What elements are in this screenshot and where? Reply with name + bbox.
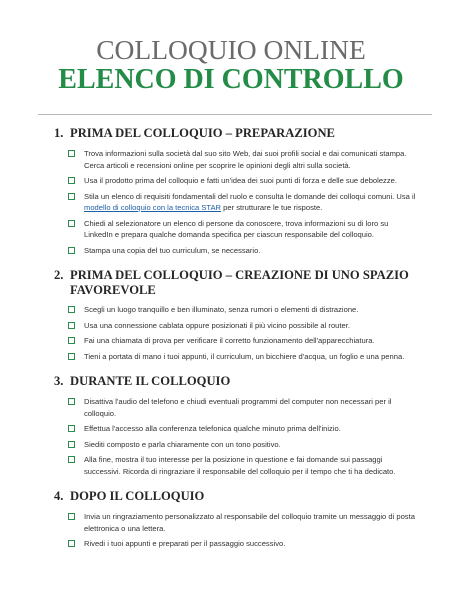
document-subtitle: ELENCO DI CONTROLLO bbox=[58, 64, 404, 95]
checklist-item bbox=[0, 320, 462, 332]
checklist-content bbox=[0, 126, 462, 550]
title-divider bbox=[38, 114, 432, 115]
item-text: Usa il prodotto prima del colloquio e fatti un'idea dei suoi punti di forza e delle sue debolezze. bbox=[84, 176, 397, 185]
checklist-item bbox=[0, 218, 462, 241]
document-title: COLLOQUIO ONLINE bbox=[96, 34, 366, 65]
item-text: Stila un elenco di requisiti fondamentali del ruolo e consulta le domande dei colloqui comuni. Usa il bbox=[84, 191, 416, 201]
checkbox[interactable] bbox=[68, 398, 75, 405]
item-text: Chiedi al selezionatore un elenco di persone da conoscere, trova informazioni su di loro su LinkedIn e prepara qualche domanda specifica per ciascun responsabile del colloquio. bbox=[84, 218, 389, 239]
checklist-item bbox=[0, 304, 462, 316]
checklist bbox=[0, 304, 462, 362]
item-text: Alla fine, mostra il tuo interesse per la posizione in questione e fai domande sui passaggi successivi. Ricorda di ringraziare il responsabile del colloquio per il tempo che ti ha dedicato. bbox=[84, 455, 396, 476]
checklist-item bbox=[0, 245, 462, 257]
checklist-item bbox=[0, 538, 462, 550]
checklist-item bbox=[0, 351, 462, 363]
section-after bbox=[0, 489, 462, 550]
section-title: PRIMA DEL COLLOQUIO – PREPARAZIONE bbox=[70, 126, 335, 140]
item-text: Stampa una copia del tuo curriculum, se necessario. bbox=[84, 245, 261, 255]
checkbox[interactable] bbox=[68, 322, 75, 329]
checklist-item bbox=[0, 175, 462, 187]
section-number: 4. bbox=[54, 489, 64, 503]
section-heading bbox=[0, 374, 462, 389]
checkbox[interactable] bbox=[68, 193, 75, 200]
checkbox[interactable] bbox=[68, 540, 75, 547]
checkbox[interactable] bbox=[68, 456, 75, 463]
section-number: 3. bbox=[54, 374, 64, 388]
checkbox[interactable] bbox=[68, 306, 75, 313]
item-text: Fai una chiamata di prova per verificare il corretto funzionamento dell'apparecchiatura. bbox=[84, 336, 375, 345]
checkbox[interactable] bbox=[68, 150, 75, 157]
section-environment bbox=[0, 268, 462, 362]
checkbox[interactable] bbox=[68, 247, 75, 254]
checklist-item bbox=[0, 511, 462, 534]
star-template-link[interactable]: modello di colloquio con la tecnica STAR bbox=[84, 203, 222, 212]
section-heading bbox=[0, 268, 462, 298]
checklist-item bbox=[0, 191, 462, 214]
checkbox[interactable] bbox=[68, 220, 75, 227]
item-text: Effettua l'accesso alla conferenza telefonica qualche minuto prima dell'inizio. bbox=[84, 424, 341, 433]
checklist bbox=[0, 396, 462, 477]
checklist-item bbox=[0, 423, 462, 435]
section-heading bbox=[0, 126, 462, 141]
section-number: 2. bbox=[54, 268, 64, 282]
section-title: PRIMA DEL COLLOQUIO – CREAZIONE DI UNO SPAZIO FAVOREVOLE bbox=[70, 268, 409, 297]
checkbox[interactable] bbox=[68, 441, 75, 448]
section-number: 1. bbox=[54, 126, 64, 140]
checkbox[interactable] bbox=[68, 337, 75, 344]
item-text: Trova informazioni sulla società dal suo sito Web, dai suoi profili social e dai comunicati stampa. Cerca articoli e recensioni online per scoprire le opinioni degli altri sulla società. bbox=[84, 149, 407, 170]
checkbox[interactable] bbox=[68, 513, 75, 520]
section-title: DOPO IL COLLOQUIO bbox=[70, 489, 205, 503]
checklist-item bbox=[0, 335, 462, 347]
item-text: Rivedi i tuoi appunti e preparati per il passaggio successivo. bbox=[84, 539, 286, 548]
checkbox[interactable] bbox=[68, 177, 75, 184]
checklist-item bbox=[0, 439, 462, 451]
item-text: Scegli un luogo tranquillo e ben illuminato, senza rumori o elementi di distrazione. bbox=[84, 305, 359, 314]
section-heading bbox=[0, 489, 462, 504]
section-title: DURANTE IL COLLOQUIO bbox=[70, 374, 231, 388]
checkbox[interactable] bbox=[68, 425, 75, 432]
item-text: Usa una connessione cablata oppure posizionati il più vicino possibile al router. bbox=[84, 320, 350, 330]
checklist bbox=[0, 148, 462, 256]
checkbox[interactable] bbox=[68, 353, 75, 360]
item-text: Tieni a portata di mano i tuoi appunti, il curriculum, un bicchiere d'acqua, un foglio e una penna. bbox=[84, 351, 405, 361]
section-preparation bbox=[0, 126, 462, 256]
checklist-item bbox=[0, 454, 462, 477]
item-text: Disattiva l'audio del telefono e chiudi eventuali programmi del computer non necessari per il colloquio. bbox=[84, 397, 392, 418]
checklist-item bbox=[0, 396, 462, 419]
checklist bbox=[0, 511, 462, 550]
item-text: Siediti composto e parla chiaramente con un tono positivo. bbox=[84, 439, 281, 449]
section-during bbox=[0, 374, 462, 477]
item-text: per strutturare le tue risposte. bbox=[221, 203, 323, 212]
checklist-item bbox=[0, 148, 462, 171]
item-text: Invia un ringraziamento personalizzato al responsabile del colloquio tramite un messaggio di posta elettronica o una lettera. bbox=[84, 512, 415, 533]
